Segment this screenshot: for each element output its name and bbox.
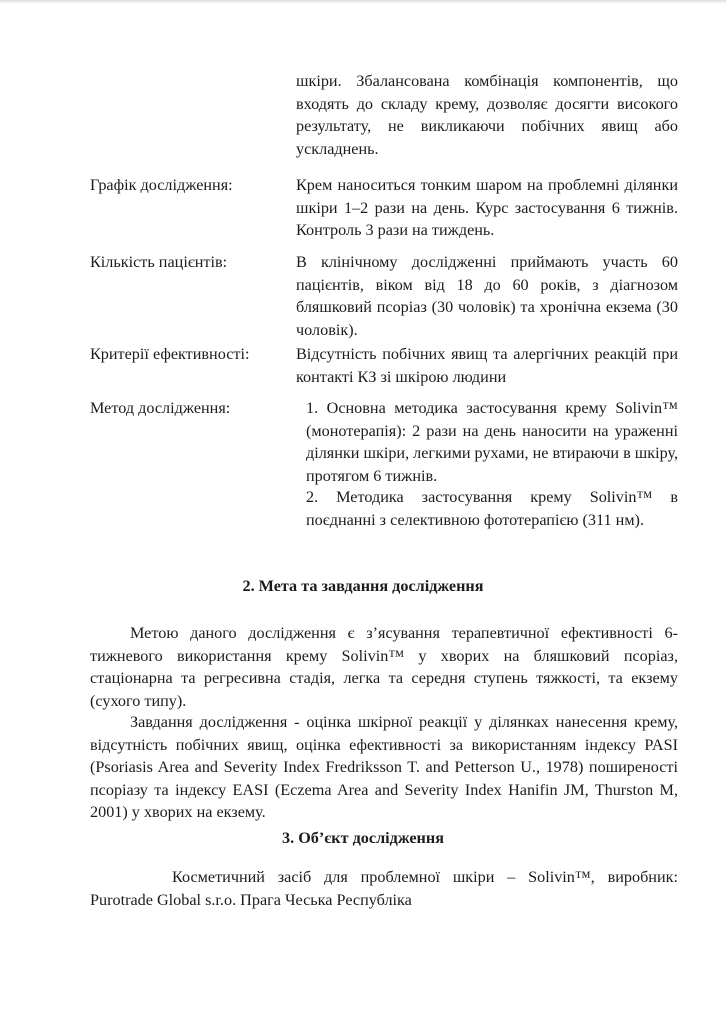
section-heading-object: 3. Об’єкт дослідження [282, 829, 444, 847]
field-label: Графік дослідження: [90, 176, 233, 194]
paragraph-object: Косметичний засіб для проблемної шкіри – Solivin™, виробник: Purotrade Global s.r.o. Прага Чеська Республіка [90, 868, 678, 909]
paragraph-tasks: Завдання дослідження - оцінка шкірної реакції у ділянках нанесення крему, відсутність побічних явищ, оцінка ефективності за використанням індексу PASI (Psoriasis Area and Severity Index Fredriksson T. and Petterson U., 1978) поширеності псоріазу та індексу EASI (Eczema Area and Severity Index Hanifin JM, Thurston M, 2001) у хворих на екзему. [90, 713, 678, 822]
section-heading-goal: 2. Мета та завдання дослідження [242, 577, 484, 595]
field-label: Кількість пацієнтів: [90, 253, 228, 271]
paragraph-goal: Метою даного дослідження є з’ясування терапевтичної ефективності 6-тижневого використання крему Solivin™ у хворих на бляшковий псоріаз, стаціонарна та регресивна стадія, легка та середня ступень тяжкості, та екзему (сухого типу). [90, 624, 678, 710]
intro-continuation: шкіри. Збалансована комбінація компонентів, що входять до складу крему, дозволяє досягти високого результату, не викликаючи побічних явищ або ускладнень. [296, 72, 678, 158]
field-label: Критерії ефективності: [90, 345, 250, 363]
field-value: Крем наноситься тонким шаром на проблемні ділянки шкіри 1–2 рази на день. Курс застосування 6 тижнів. Контроль 3 рази на тиждень. [296, 176, 678, 240]
method-item: 1. Основна методика застосування крему Solivin™ (монотерапія): 2 рази на день наносити на ураженні ділянки шкіри, легкими рухами, не втираючи в шкіру, протягом 6 тижнів. [306, 399, 678, 485]
field-value: В клінічному дослідженні приймають участь 60 пацієнтів, віком від 18 до 60 років, з діагнозом бляшковий псоріаз (30 чоловік) та хронічна екзема (30 чоловік). [296, 253, 678, 339]
method-item: 2. Методика застосування крему Solivin™ в поєднанні з селективною фототерапією (311 нм). [306, 488, 678, 529]
field-value: Відсутність побічних явищ та алергічних реакцій при контакті КЗ зі шкірою людини [296, 345, 678, 386]
scan-edge [0, 0, 726, 4]
field-label: Метод дослідження: [90, 399, 231, 417]
